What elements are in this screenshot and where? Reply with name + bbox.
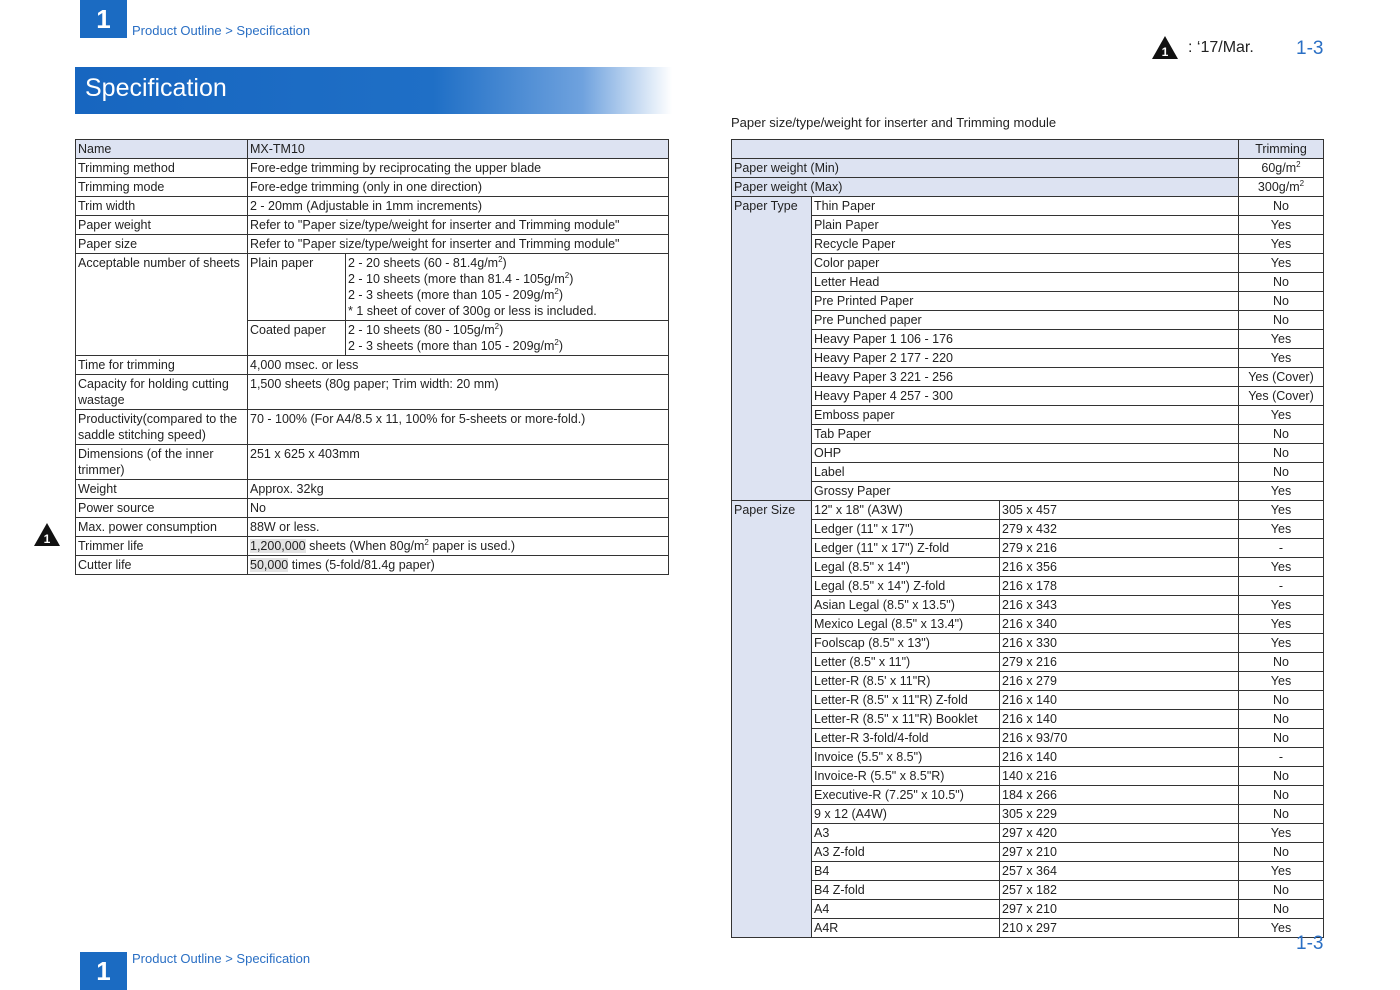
spec-line: 2 - 3 sheets (more than $105 - 209g/m^2$) — [348, 286, 563, 302]
paper-size-name: Mexico Legal (8.5" x 13.4") — [812, 615, 1000, 634]
table-row — [76, 445, 669, 480]
table-row — [76, 499, 669, 518]
trimming-support-value: No — [1239, 197, 1324, 216]
paper-size-mm: 184 x 266 — [1000, 786, 1239, 805]
paper-size-name: Legal (8.5" x 14") — [812, 558, 1000, 577]
paper-type-name: Grossy Paper — [812, 482, 1239, 501]
table-row — [732, 254, 1324, 273]
table-row — [732, 919, 1324, 938]
page-number: 1-3 — [1296, 38, 1324, 59]
page-number: 1-3 — [1296, 933, 1324, 954]
paper-size-name: 12" x 18" (A3W) — [812, 501, 1000, 520]
spec-value: 2 - 20mm (Adjustable in 1mm increments) — [248, 197, 669, 216]
table-row — [732, 634, 1324, 653]
paper-type-name: Heavy Paper 3 221 - 256 — [812, 368, 1239, 387]
weight-min-value: $60g/m^2$ — [1239, 159, 1324, 178]
paper-size-mm: 216 x 356 — [1000, 558, 1239, 577]
spec-value: 88W or less. — [248, 518, 669, 537]
trimming-support-value: Yes — [1239, 216, 1324, 235]
table-row — [732, 501, 1324, 520]
spec-value: Refer to "Paper size/type/weight for inserter and Trimming module" — [248, 216, 669, 235]
paper-type-name: Tab Paper — [812, 425, 1239, 444]
paper-type-name: Heavy Paper 2 177 - 220 — [812, 349, 1239, 368]
table-row — [732, 767, 1324, 786]
breadcrumb[interactable]: Product Outline > Specification — [132, 23, 311, 38]
table-row — [76, 140, 669, 159]
paper-size-name: Invoice-R (5.5" x 8.5"R) — [812, 767, 1000, 786]
trimming-support-value: No — [1239, 710, 1324, 729]
paper-size-name: B4 — [812, 862, 1000, 881]
paper-type-name: Thin Paper — [812, 197, 1239, 216]
table-row — [732, 805, 1324, 824]
trimming-support-value: Yes — [1239, 482, 1324, 501]
trimming-support-value: No — [1239, 691, 1324, 710]
paper-type-name: Color paper — [812, 254, 1239, 273]
paper-type-name: Heavy Paper 4 257 - 300 — [812, 387, 1239, 406]
paper-size-mm: 305 x 229 — [1000, 805, 1239, 824]
table-row — [732, 900, 1324, 919]
chapter-number-box: 1 — [80, 0, 127, 38]
table-row — [732, 653, 1324, 672]
paper-size-mm: 297 x 420 — [1000, 824, 1239, 843]
paper-size-name: A4 — [812, 900, 1000, 919]
trimming-support-value: No — [1239, 881, 1324, 900]
trimming-support-value: Yes — [1239, 824, 1324, 843]
paper-size-name: Letter-R (8.5' x 11"R) — [812, 672, 1000, 691]
spec-line: 2 - 20 sheets $(60 - 81.4g/m^2)$ — [348, 254, 507, 270]
trimming-support-value: Yes — [1239, 634, 1324, 653]
trimming-support-value: No — [1239, 425, 1324, 444]
table-row — [732, 273, 1324, 292]
table-row — [732, 292, 1324, 311]
weight-min-label: Paper weight (Min) — [732, 159, 1239, 178]
spec-value: 50,000 times (5-fold/81.4g paper) — [248, 556, 669, 575]
paper-size-mm: 216 x 340 — [1000, 615, 1239, 634]
table-row — [732, 672, 1324, 691]
trimming-support-value: No — [1239, 653, 1324, 672]
header-blank — [732, 140, 1239, 159]
table-row — [732, 615, 1324, 634]
paper-size-name: A3 — [812, 824, 1000, 843]
chapter-number-box: 1 — [80, 952, 127, 990]
trimming-support-value: No — [1239, 729, 1324, 748]
trimming-support-value: - — [1239, 748, 1324, 767]
trimming-support-value: No — [1239, 767, 1324, 786]
spec-label: Paper weight — [76, 216, 248, 235]
table-row — [732, 311, 1324, 330]
table-row — [76, 235, 669, 254]
trimming-support-value: Yes — [1239, 520, 1324, 539]
trimming-support-value: - — [1239, 539, 1324, 558]
table-row — [732, 577, 1324, 596]
spec-value: Approx. 32kg — [248, 480, 669, 499]
trimming-support-value: Yes — [1239, 235, 1324, 254]
table-row — [76, 197, 669, 216]
paper-type-name: OHP — [812, 444, 1239, 463]
paper-size-name: Ledger (11" x 17") Z-fold — [812, 539, 1000, 558]
specification-table — [75, 139, 669, 575]
trimming-support-value: Yes — [1239, 919, 1324, 938]
table-row — [732, 596, 1324, 615]
spec-value: Fore-edge trimming by reciprocating the upper blade — [248, 159, 669, 178]
paper-size-name: Letter-R (8.5" x 11"R) Booklet — [812, 710, 1000, 729]
table-header-row — [732, 140, 1324, 159]
table-row — [732, 786, 1324, 805]
paper-type-name: Pre Printed Paper — [812, 292, 1239, 311]
paper-type-name: Recycle Paper — [812, 235, 1239, 254]
spec-label: Weight — [76, 480, 248, 499]
spec-value: Refer to "Paper size/type/weight for inserter and Trimming module" — [248, 235, 669, 254]
spec-label: Trimming method — [76, 159, 248, 178]
paper-size-name: Foolscap (8.5" x 13") — [812, 634, 1000, 653]
trimming-support-value: No — [1239, 273, 1324, 292]
table-row — [732, 197, 1324, 216]
spec-value — [346, 321, 669, 356]
paper-size-mm: 279 x 216 — [1000, 653, 1239, 672]
paper-size-mm: 279 x 432 — [1000, 520, 1239, 539]
paper-size-name: Letter-R 3-fold/4-fold — [812, 729, 1000, 748]
trimming-support-value: No — [1239, 463, 1324, 482]
group-label-paper-size: Paper Size — [732, 501, 812, 938]
trimming-support-value: No — [1239, 805, 1324, 824]
spec-label: Cutter life — [76, 556, 248, 575]
paper-size-mm: 216 x 140 — [1000, 710, 1239, 729]
weight-max-label: Paper weight (Max) — [732, 178, 1239, 197]
spec-label: Time for trimming — [76, 356, 248, 375]
trimming-support-value: Yes (Cover) — [1239, 368, 1324, 387]
spec-value: 1,500 sheets (80g paper; Trim width: 20 mm) — [248, 375, 669, 410]
svg-text:1: 1 — [43, 532, 51, 546]
trimming-support-value: Yes — [1239, 254, 1324, 273]
breadcrumb[interactable]: Product Outline > Specification — [132, 951, 311, 966]
paper-size-name: A3 Z-fold — [812, 843, 1000, 862]
table-row — [732, 463, 1324, 482]
trimming-support-value: - — [1239, 577, 1324, 596]
spec-value: Fore-edge trimming (only in one direction) — [248, 178, 669, 197]
trimming-support-value: Yes — [1239, 349, 1324, 368]
spec-label: Trimmer life — [76, 537, 248, 556]
table-row — [732, 235, 1324, 254]
paper-size-name: B4 Z-fold — [812, 881, 1000, 900]
page-title: Specification — [75, 67, 672, 114]
table-row — [732, 539, 1324, 558]
paper-type-name: Emboss paper — [812, 406, 1239, 425]
table-row — [732, 520, 1324, 539]
spec-label: Paper size — [76, 235, 248, 254]
trimming-support-value: No — [1239, 843, 1324, 862]
table-row — [732, 349, 1324, 368]
paper-size-mm: 216 x 330 — [1000, 634, 1239, 653]
spec-line: 2 - 10 sheets $(80 - 105g/m^2)$ — [348, 321, 504, 337]
table-row — [732, 881, 1324, 900]
spec-label: Trim width — [76, 197, 248, 216]
group-label-paper-type: Paper Type — [732, 197, 812, 501]
spec-label: Max. power consumption — [76, 518, 248, 537]
table-row — [76, 480, 669, 499]
paper-size-mm: 216 x 140 — [1000, 748, 1239, 767]
table-row — [76, 556, 669, 575]
trimming-support-value: Yes — [1239, 501, 1324, 520]
spec-value — [346, 254, 669, 321]
table-row — [76, 410, 669, 445]
table-row — [732, 368, 1324, 387]
table-row — [76, 537, 669, 556]
paper-size-type-weight-table — [731, 139, 1324, 938]
trimming-support-value: Yes — [1239, 596, 1324, 615]
paper-size-name: Letter (8.5" x 11") — [812, 653, 1000, 672]
spec-value: No — [248, 499, 669, 518]
paper-size-name: Letter-R (8.5" x 11"R) Z-fold — [812, 691, 1000, 710]
spec-label: Trimming mode — [76, 178, 248, 197]
trimming-support-value: Yes — [1239, 558, 1324, 577]
spec-line: * 1 sheet of cover of 300g or less is included. — [348, 304, 597, 318]
revision-warning-icon — [33, 522, 61, 547]
paper-size-mm: 297 x 210 — [1000, 900, 1239, 919]
table-row — [732, 558, 1324, 577]
spec-line: 2 - 10 sheets (more than $81.4 - 105g/m^2$) — [348, 270, 574, 286]
revision-warning-icon — [1151, 35, 1179, 60]
table-row — [76, 216, 669, 235]
table-row — [732, 729, 1324, 748]
paper-size-mm: 257 x 364 — [1000, 862, 1239, 881]
paper-size-name: Ledger (11" x 17") — [812, 520, 1000, 539]
paper-size-mm: 210 x 297 — [1000, 919, 1239, 938]
trimming-support-value: No — [1239, 444, 1324, 463]
paper-size-mm: 279 x 216 — [1000, 539, 1239, 558]
paper-size-mm: 297 x 210 — [1000, 843, 1239, 862]
trimming-support-value: Yes — [1239, 330, 1324, 349]
spec-value: 4,000 msec. or less — [248, 356, 669, 375]
paper-type-name: Pre Punched paper — [812, 311, 1239, 330]
paper-type-name: Letter Head — [812, 273, 1239, 292]
table-row — [76, 254, 669, 321]
table-row — [732, 482, 1324, 501]
paper-size-mm: 216 x 93/70 — [1000, 729, 1239, 748]
spec-label: Power source — [76, 499, 248, 518]
table-row — [732, 710, 1324, 729]
spec-value: 70 - 100% (For A4/8.5 x 11, 100% for 5-sheets or more-fold.) — [248, 410, 669, 445]
table-row — [76, 375, 669, 410]
paper-size-mm: 305 x 457 — [1000, 501, 1239, 520]
trimming-support-value: No — [1239, 786, 1324, 805]
paper-size-mm: 140 x 216 — [1000, 767, 1239, 786]
trimming-support-value: Yes — [1239, 406, 1324, 425]
spec-label: Name — [76, 140, 248, 159]
paper-size-name: A4R — [812, 919, 1000, 938]
svg-text:1: 1 — [1161, 45, 1169, 59]
paper-size-mm: 216 x 178 — [1000, 577, 1239, 596]
table-row — [76, 178, 669, 197]
paper-size-mm: 216 x 279 — [1000, 672, 1239, 691]
table-row — [76, 159, 669, 178]
table-row — [732, 748, 1324, 767]
trimming-support-value: Yes — [1239, 862, 1324, 881]
spec-line: 2 - 3 sheets (more than $105 - 209g/m^2$) — [348, 337, 563, 353]
trimming-support-value: Yes — [1239, 615, 1324, 634]
paper-type-name: Heavy Paper 1 106 - 176 — [812, 330, 1239, 349]
revision-date: : ‘17/Mar. — [1188, 39, 1254, 56]
trimming-support-value: No — [1239, 292, 1324, 311]
table-row — [732, 425, 1324, 444]
paper-size-name: 9 x 12 (A4W) — [812, 805, 1000, 824]
paper-table-caption: Paper size/type/weight for inserter and Trimming module — [731, 115, 1057, 130]
paper-size-mm: 257 x 182 — [1000, 881, 1239, 900]
table-row — [732, 691, 1324, 710]
table-row — [732, 843, 1324, 862]
spec-sublabel: Coated paper — [248, 321, 346, 356]
trimming-support-value: No — [1239, 900, 1324, 919]
paper-size-name: Legal (8.5" x 14") Z-fold — [812, 577, 1000, 596]
table-row — [732, 444, 1324, 463]
paper-size-name: Invoice (5.5" x 8.5") — [812, 748, 1000, 767]
spec-sublabel: Plain paper — [248, 254, 346, 321]
spec-label: Acceptable number of sheets — [76, 254, 248, 356]
table-row — [76, 356, 669, 375]
spec-label: Dimensions (of the inner trimmer) — [76, 445, 248, 480]
table-row — [732, 406, 1324, 425]
spec-label: Productivity(compared to the saddle stitching speed) — [76, 410, 248, 445]
column-header-trimming: Trimming — [1239, 140, 1324, 159]
spec-label: Capacity for holding cutting wastage — [76, 375, 248, 410]
paper-size-mm: 216 x 140 — [1000, 691, 1239, 710]
weight-max-value: $300g/m^2$ — [1239, 178, 1324, 197]
table-row — [732, 178, 1324, 197]
table-row — [732, 216, 1324, 235]
trimming-support-value: Yes — [1239, 672, 1324, 691]
table-row — [732, 862, 1324, 881]
spec-value: 1,200,000 sheets (When $80g/m^2$ paper is used.) — [248, 537, 669, 556]
paper-size-mm: 216 x 343 — [1000, 596, 1239, 615]
paper-size-name: Executive-R (7.25" x 10.5") — [812, 786, 1000, 805]
paper-size-name: Asian Legal (8.5" x 13.5") — [812, 596, 1000, 615]
paper-type-name: Label — [812, 463, 1239, 482]
trimming-support-value: No — [1239, 311, 1324, 330]
table-row — [732, 159, 1324, 178]
table-row — [732, 824, 1324, 843]
spec-value: MX-TM10 — [248, 140, 669, 159]
spec-value: 251 x 625 x 403mm — [248, 445, 669, 480]
trimming-support-value: Yes (Cover) — [1239, 387, 1324, 406]
table-row — [732, 387, 1324, 406]
table-row — [76, 518, 669, 537]
table-row — [732, 330, 1324, 349]
paper-type-name: Plain Paper — [812, 216, 1239, 235]
